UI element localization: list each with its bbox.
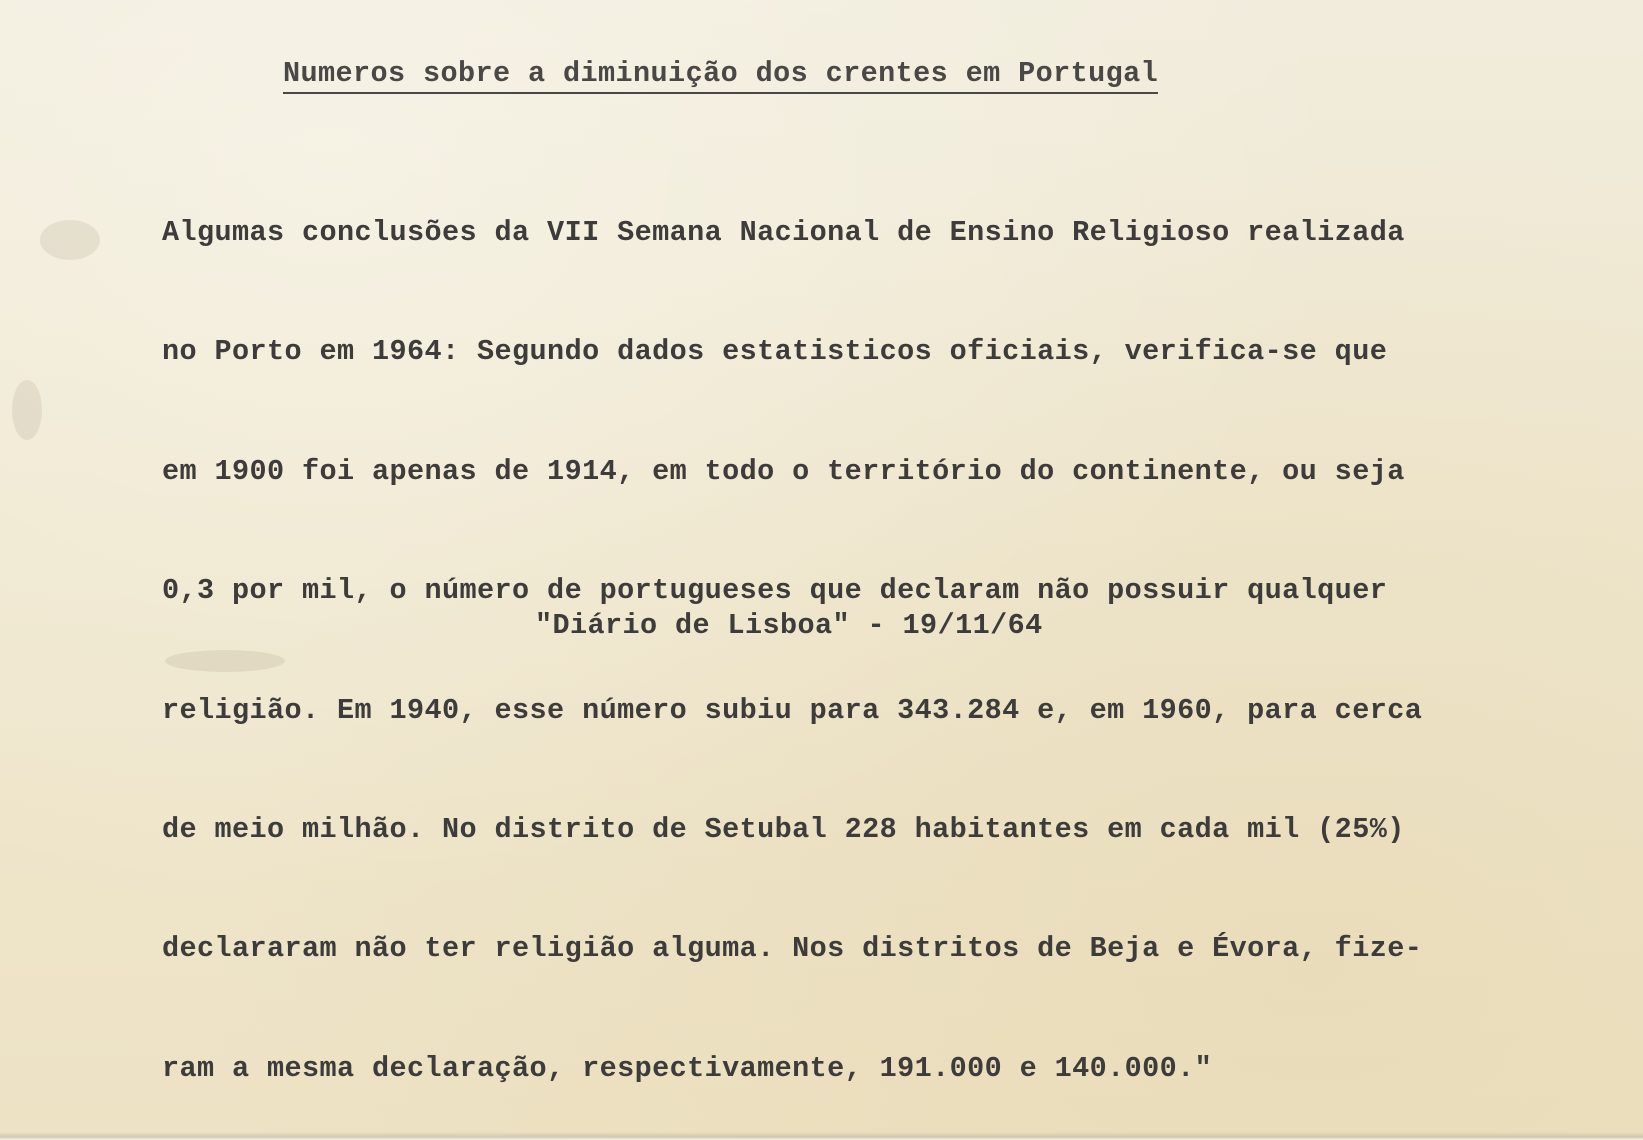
paper-stain — [40, 220, 100, 260]
document-heading: Numeros sobre a diminuição dos crentes em Portugal — [283, 56, 1158, 94]
paper-stain — [12, 380, 42, 440]
body-line: ram a mesma declaração, respectivamente, 191.000 e 140.000." — [162, 1051, 1213, 1085]
body-line: Algumas conclusões da VII Semana Nacional de Ensino Religioso realizada — [162, 216, 1405, 249]
body-line: 0,3 por mil, o número de portugueses que declaram não possuir qualquer — [162, 574, 1388, 608]
body-line: em 1900 foi apenas de 1914, em todo o território do continente, ou seja — [162, 454, 1405, 488]
paper-bottom-edge — [0, 1132, 1643, 1140]
source-citation: "Diário de Lisboa" - 19/11/64 — [535, 609, 1043, 642]
body-line: declararam não ter religião alguma. Nos distritos de Beja e Évora, fize- — [162, 932, 1423, 966]
body-line: de meio milhão. No distrito de Setubal 228 habitantes em cada mil (25%) — [162, 812, 1405, 846]
body-line: no Porto em 1964: Segundo dados estatisticos oficiais, verifica-se que — [162, 335, 1388, 369]
body-line: religião. Em 1940, esse número subiu para 343.284 e, em 1960, para cerca — [162, 693, 1423, 727]
